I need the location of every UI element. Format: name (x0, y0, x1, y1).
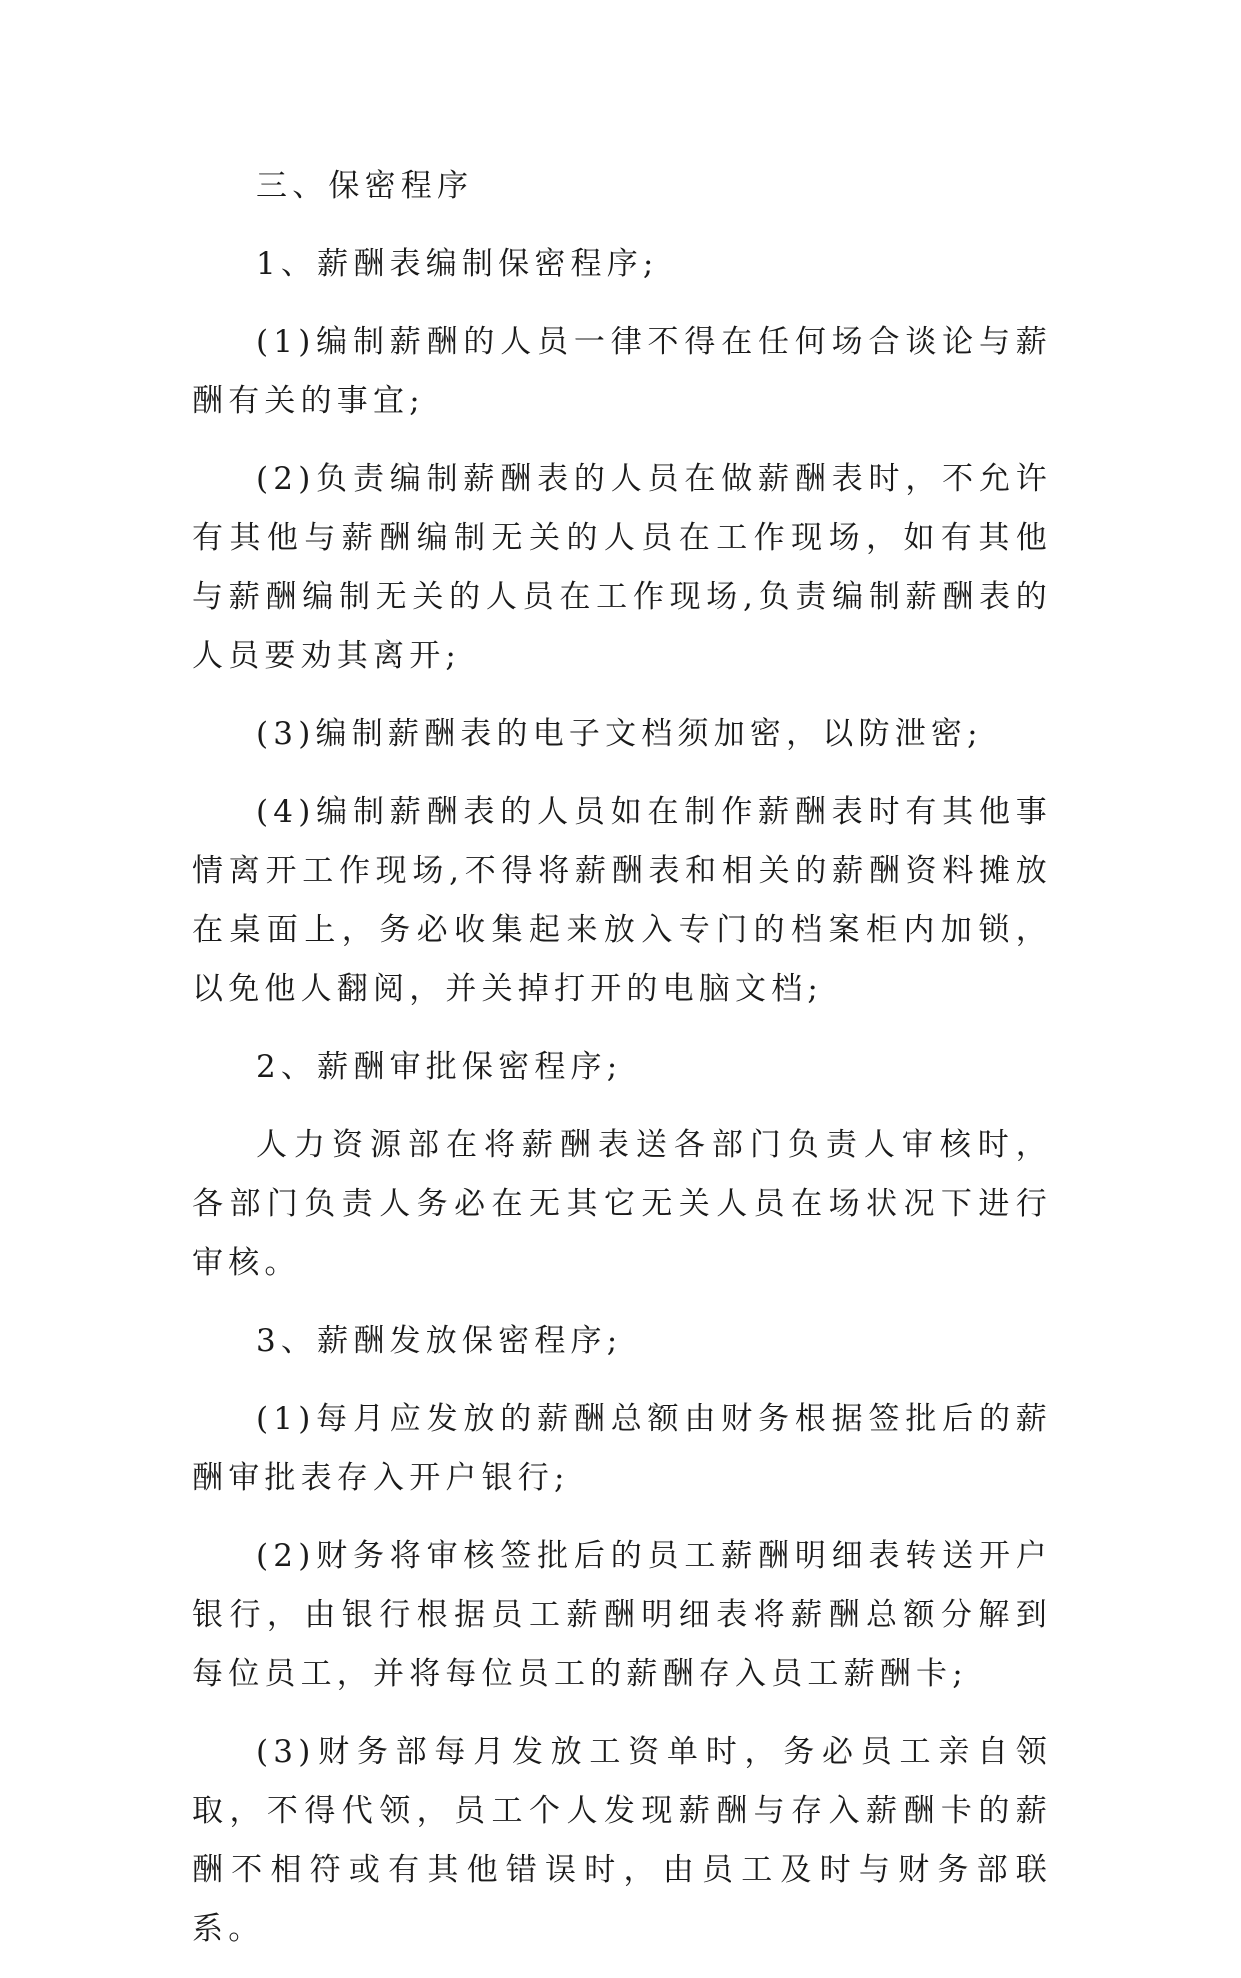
paragraph-5: (4)编制薪酬表的人员如在制作薪酬表时有其他事情离开工作现场,不得将薪酬表和相关的薪酬资料摊放在桌面上，务必收集起来放入专门的档案柜内加锁，以免他人翻阅，并关掉打开的电脑文档; (192, 794, 1052, 1007)
paragraph-7: 人力资源部在将薪酬表送各部门负责人审核时，各部门负责人务必在无其它无关人员在场状况下进行审核。 (192, 1127, 1052, 1281)
paragraph-1: 1、薪酬表编制保密程序; (256, 246, 659, 282)
paragraph-9: (1)每月应发放的薪酬总额由财务根据签批后的薪酬审批表存入开户银行; (192, 1401, 1052, 1496)
paragraph-8: 3、薪酬发放保密程序; (256, 1323, 623, 1359)
paragraph-4: (3)编制薪酬表的电子文档须加密，以防泄密; (256, 716, 983, 752)
paragraph-11: (3)财务部每月发放工资单时，务必员工亲自领取，不得代领，员工个人发现薪酬与存入薪酬卡的薪酬不相符或有其他错误时，由员工及时与财务部联系。 (192, 1734, 1052, 1947)
paragraph-2: (1)编制薪酬的人员一律不得在任何场合谈论与薪酬有关的事宜; (192, 324, 1052, 419)
section-heading: 三、保密程序 (256, 168, 474, 204)
document-body (192, 157, 1052, 1978)
paragraph-10: (2)财务将审核签批后的员工薪酬明细表转送开户银行，由银行根据员工薪酬明细表将薪酬总额分解到每位员工，并将每位员工的薪酬存入员工薪酬卡; (192, 1538, 1052, 1692)
paragraph-6: 2、薪酬审批保密程序; (256, 1049, 623, 1085)
paragraph-3: (2)负责编制薪酬表的人员在做薪酬表时，不允许有其他与薪酬编制无关的人员在工作现场，如有其他与薪酬编制无关的人员在工作现场,负责编制薪酬表的人员要劝其离开; (192, 461, 1052, 674)
